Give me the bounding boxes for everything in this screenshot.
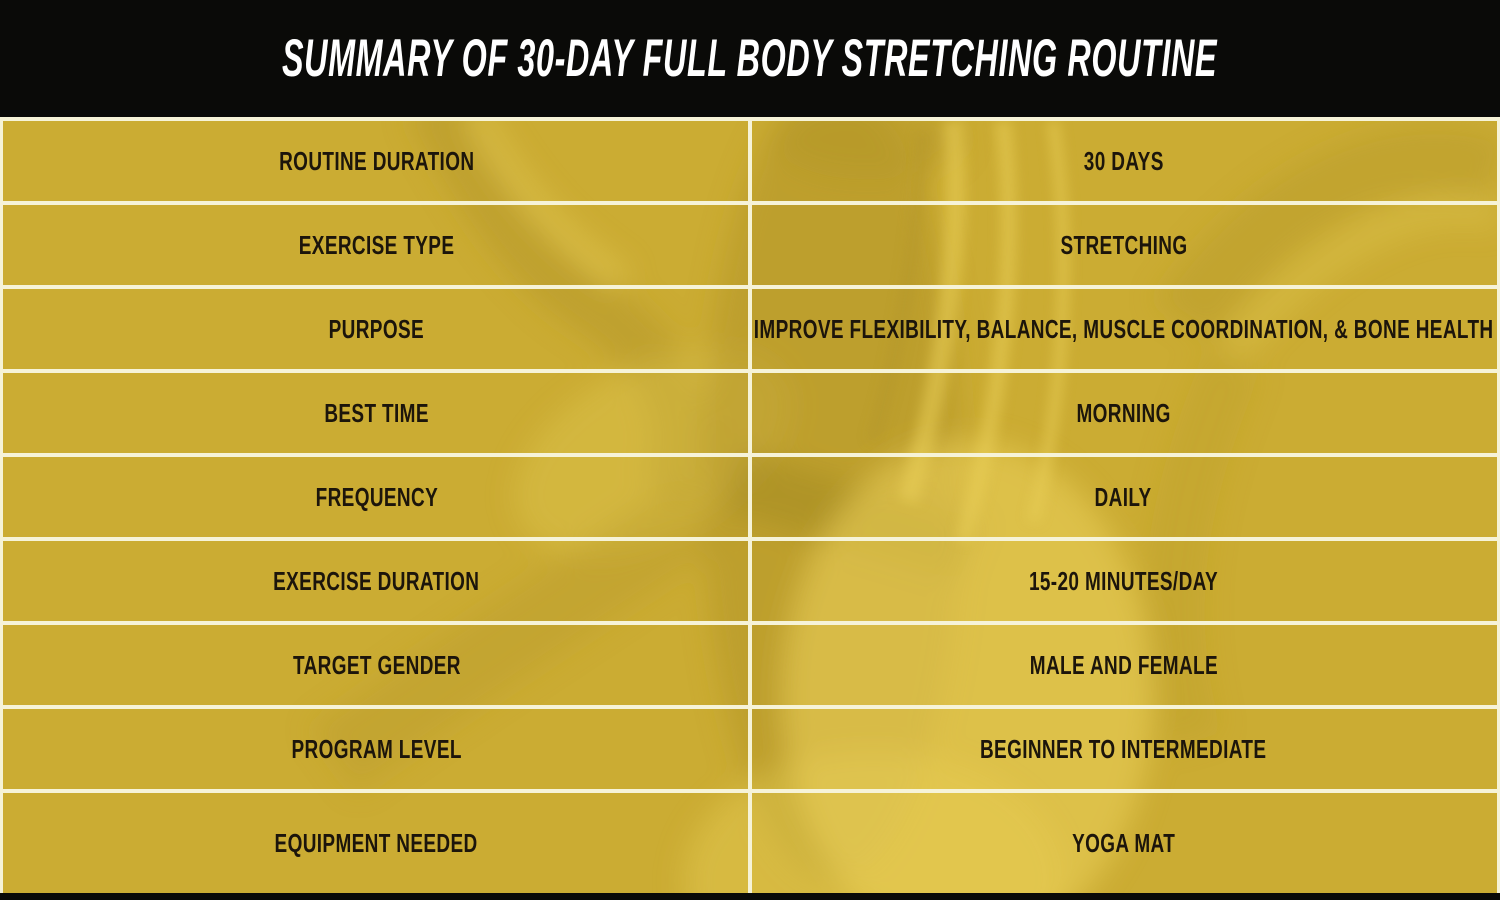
attribute-label: TARGET GENDER [292, 649, 461, 680]
attribute-cell [3, 205, 750, 285]
attribute-label: PROGRAM LEVEL [291, 733, 462, 764]
table-row [3, 453, 1497, 537]
table-rows [3, 121, 1497, 893]
footer-bar [0, 893, 1500, 900]
value-cell [750, 289, 1497, 369]
value-cell [750, 541, 1497, 621]
value-cell [750, 793, 1497, 893]
attribute-cell [3, 709, 750, 789]
table-row [3, 537, 1497, 621]
value-cell [750, 205, 1497, 285]
summary-table [0, 117, 1500, 893]
attribute-cell [3, 457, 750, 537]
value-cell [750, 457, 1497, 537]
value-label: STRETCHING [1059, 229, 1188, 260]
value-label: 30 DAYS [1083, 145, 1164, 176]
table-row [3, 789, 1497, 893]
page-title: SUMMARY OF 30-DAY FULL BODY STRETCHING ROUTINE [282, 29, 1218, 88]
table-row [3, 621, 1497, 705]
table-row [3, 285, 1497, 369]
attribute-cell [3, 625, 750, 705]
attribute-label: PURPOSE [328, 313, 425, 344]
value-label: DAILY [1094, 481, 1153, 512]
value-label: MALE AND FEMALE [1029, 649, 1218, 680]
attribute-label: EQUIPMENT NEEDED [274, 827, 479, 858]
value-label: BEGINNER TO INTERMEDIATE [980, 733, 1267, 764]
attribute-cell [3, 289, 750, 369]
attribute-label: EXERCISE DURATION [273, 565, 480, 596]
value-cell [750, 121, 1497, 201]
value-label: MORNING [1076, 397, 1171, 428]
attribute-label: EXERCISE TYPE [298, 229, 455, 260]
attribute-label: FREQUENCY [315, 481, 438, 512]
value-cell [750, 709, 1497, 789]
value-label: 15-20 MINUTES/DAY [1028, 565, 1219, 596]
attribute-label: BEST TIME [324, 397, 429, 428]
value-label: YOGA MAT [1071, 827, 1176, 858]
attribute-cell [3, 793, 750, 893]
attribute-cell [3, 121, 750, 201]
table-row [3, 705, 1497, 789]
value-cell [750, 625, 1497, 705]
attribute-cell [3, 373, 750, 453]
table-row [3, 369, 1497, 453]
table-row [3, 201, 1497, 285]
title-bar [0, 0, 1500, 117]
table-row [3, 121, 1497, 201]
attribute-cell [3, 541, 750, 621]
value-label: IMPROVE FLEXIBILITY, BALANCE, MUSCLE COORDINATION, & BONE HEALTH [753, 313, 1494, 344]
attribute-label: ROUTINE DURATION [278, 145, 475, 176]
value-cell [750, 373, 1497, 453]
